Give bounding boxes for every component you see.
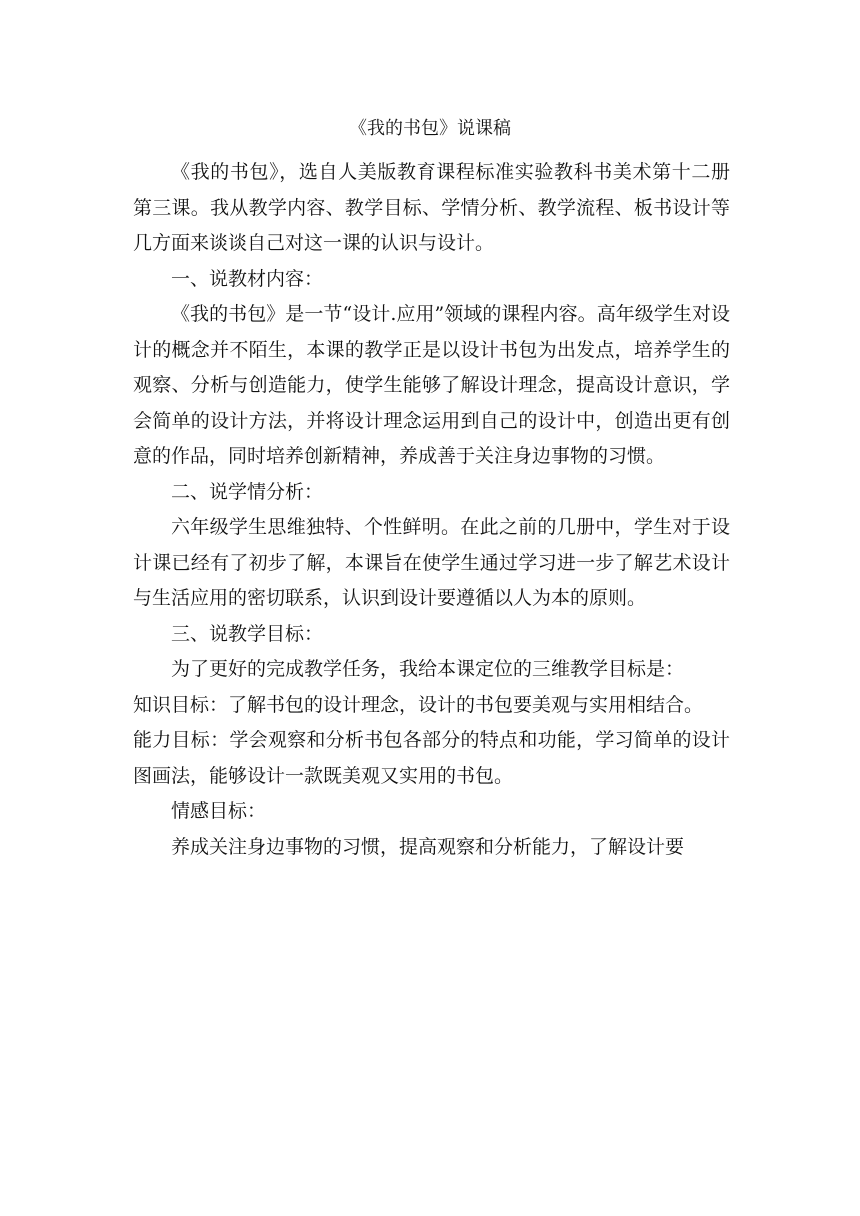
teaching-material-paragraph: 《我的书包》是一节“设计.应用”领域的课程内容。高年级学生对设计的概念并不陌生，本课的教学正是以设计书包为出发点，培养学生的观察、分析与创造能力，使学生能够了解设计理念，提高设计意识，学会简单的设计方法，并将设计理念运用到自己的设计中，创造出更有创意的作品，同时培养创新精神，养成善于关注身边事物的习惯。 (133, 303, 730, 467)
section-heading-teaching-material: 一、说教材内容： (171, 267, 324, 290)
emotion-goal-paragraph: 养成关注身边事物的习惯，提高观察和分析能力，了解设计要 (171, 835, 685, 858)
emotion-goal-heading: 情感目标： (171, 800, 267, 822)
section-heading-teaching-goals: 三、说教学目标： (171, 622, 324, 645)
document-body (133, 155, 730, 865)
section-heading-student-analysis: 二、说学情分析： (171, 480, 324, 503)
student-analysis-paragraph: 六年级学生思维独特、个性鲜明。在此之前的几册中，学生对于设计课已经有了初步了解，本课旨在使学生通过学习进一步了解艺术设计与生活应用的密切联系，认识到设计要遵循以人为本的原则。 (133, 516, 730, 609)
ability-goal-paragraph: 能力目标：学会观察和分析书包各部分的特点和功能，学习简单的设计图画法，能够设计一款既美观又实用的书包。 (133, 729, 730, 787)
knowledge-goal-paragraph: 知识目标：了解书包的设计理念，设计的书包要美观与实用相结合。 (133, 693, 704, 716)
teaching-goals-intro-paragraph: 为了更好的完成教学任务，我给本课定位的三维教学目标是： (171, 658, 685, 680)
document-title: 《我的书包》说课稿 (349, 118, 511, 139)
intro-paragraph: 《我的书包》，选自人美版教育课程标准实验教科书美术第十二册第三课。我从教学内容、教学目标、学情分析、教学流程、板书设计等几方面来谈谈自己对这一课的认识与设计。 (133, 161, 730, 254)
